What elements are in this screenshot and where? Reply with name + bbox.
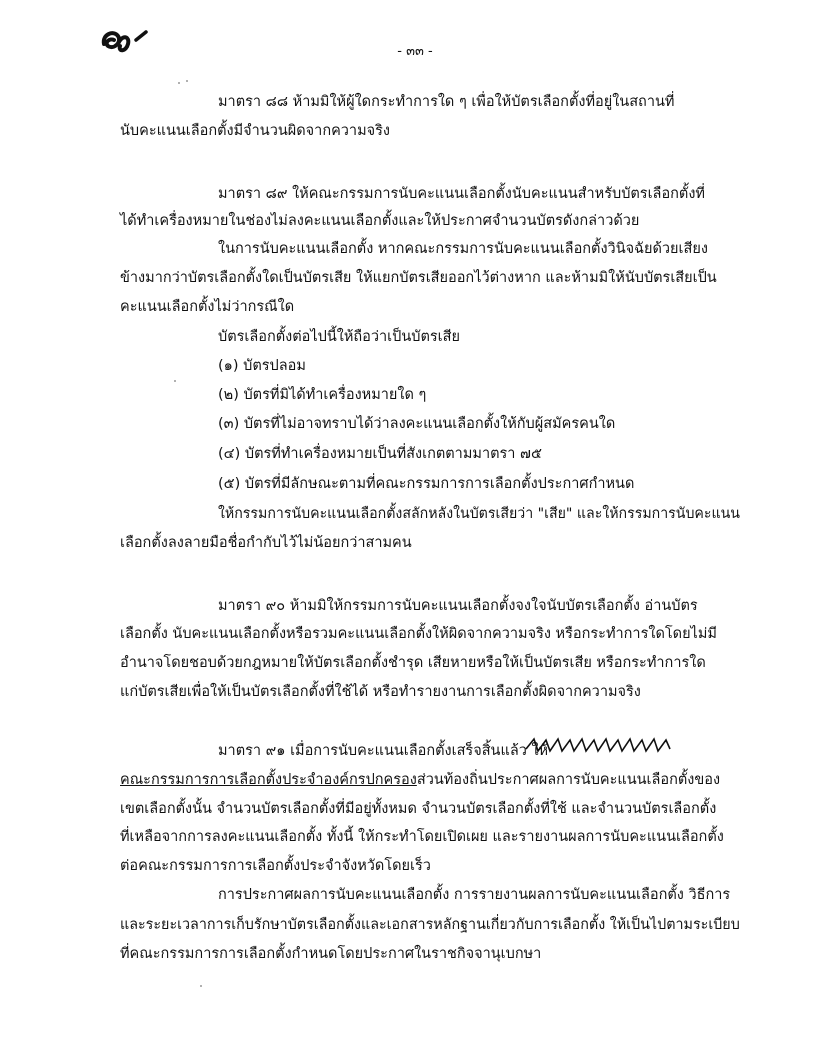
section-89-para2-line-2: ข้างมากว่าบัตรเลือกตั้งใดเป็นบัตรเสีย ให้แยกบัตรเสียออกไว้ต่างหาก และห้ามมิให้นับบัตรเสียเป็น [120, 270, 717, 286]
section-89-para4-line-2: เลือกตั้งลงลายมือชื่อกำกับไว้ไม่น้อยกว่าสามคน [120, 535, 412, 551]
section-91-para2-line-2: และระยะเวลาการเก็บรักษาบัตรเลือกตั้งและเอกสารหลักฐานเกี่ยวกับการเลือกตั้ง ให้เป็นไปตามระเบียบ [120, 917, 740, 933]
scan-speck [174, 380, 176, 382]
section-91-para2-line-1: การประกาศผลการนับคะแนนเลือกตั้ง การรายงานผลการนับคะแนนเลือกตั้ง วิธีการ [218, 887, 731, 903]
section-89-item-4: (๔) บัตรที่ทำเครื่องหมายเป็นที่สังเกตตามมาตรา ๗๕ [218, 446, 542, 462]
section-89-item-1: (๑) บัตรปลอม [218, 358, 306, 374]
section-89-item-3: (๓) บัตรที่ไม่อาจทราบได้ว่าลงคะแนนเลือกตั้งให้กับผู้สมัครคนใด [218, 416, 616, 432]
section-89-para2-line-3: คะแนนเลือกตั้งไม่ว่ากรณีใด [120, 299, 295, 315]
section-91-underlined-text: คณะกรรมการการเลือกตั้งประจำองค์กรปกครอง [120, 772, 417, 788]
handwritten-mark-icon [96, 22, 156, 58]
section-91-line-4: ที่เหลือจากการลงคะแนนเลือกตั้ง ทั้งนี้ ให้กระทำโดยเปิดเผย และรายงานผลการนับคะแนนเลือกตั้ง [120, 829, 724, 845]
section-91-line-5: ต่อคณะกรรมการการเลือกตั้งประจำจังหวัดโดยเร็ว [120, 858, 431, 874]
section-90-line-1: มาตรา ๙๐ ห้ามมิให้กรรมการนับคะแนนเลือกตั้งจงใจนับบัตรเลือกตั้ง อ่านบัตร [218, 598, 698, 614]
section-88-line-2: นับคะแนนเลือกตั้งมีจำนวนผิดจากความจริง [120, 123, 390, 139]
section-90-line-4: แก่บัตรเสียเพื่อให้เป็นบัตรเลือกตั้งที่ใช้ได้ หรือทำรายงานการเลือกตั้งผิดจากความจริง [120, 684, 641, 700]
strikethrough-scribble-icon [524, 737, 674, 753]
scan-speck [186, 80, 188, 82]
section-89-line-1: มาตรา ๘๙ ให้คณะกรรมการนับคะแนนเลือกตั้งนับคะแนนสำหรับบัตรเลือกตั้งที่ [218, 186, 705, 202]
section-89-para3-intro: บัตรเลือกตั้งต่อไปนี้ให้ถือว่าเป็นบัตรเสีย [218, 329, 460, 345]
section-91-line-2 [120, 770, 720, 790]
section-89-line-2: ได้ทำเครื่องหมายในช่องไม่ลงคะแนนเลือกตั้งและให้ประกาศจำนวนบัตรดังกล่าวด้วย [120, 213, 640, 229]
page-number: - ๓๓ - [397, 44, 433, 59]
scan-speck [200, 985, 202, 987]
section-91-line-3: เขตเลือกตั้งนั้น จำนวนบัตรเลือกตั้งที่มีอยู่ทั้งหมด จำนวนบัตรเลือกตั้งที่ใช้ และจำนวนบัตรเลือกตั้ง [120, 801, 717, 817]
section-89-item-2: (๒) บัตรที่มิได้ทำเครื่องหมายใด ๆ [218, 387, 427, 403]
section-89-para4-line-1: ให้กรรมการนับคะแนนเลือกตั้งสลักหลังในบัตรเสียว่า "เสีย" และให้กรรมการนับคะแนน [218, 506, 740, 522]
section-88-line-1: มาตรา ๘๘ ห้ามมิให้ผู้ใดกระทำการใด ๆ เพื่อให้บัตรเลือกตั้งที่อยู่ในสถานที่ [218, 94, 675, 110]
section-89-para2-line-1: ในการนับคะแนนเลือกตั้ง หากคณะกรรมการนับคะแนนเลือกตั้งวินิจฉัยด้วยเสียง [218, 241, 708, 257]
scan-speck [178, 82, 180, 84]
section-90-line-2: เลือกตั้ง นับคะแนนเลือกตั้งหรือรวมคะแนนเลือกตั้งให้ผิดจากความจริง หรือกระทำการใดโดยไม่มี [120, 626, 717, 642]
section-89-item-5: (๕) บัตรที่มีลักษณะตามที่คณะกรรมการการเลือกตั้งประกาศกำหนด [218, 476, 635, 492]
section-91-para2-line-3: ที่คณะกรรมการการเลือกตั้งกำหนดโดยประกาศในราชกิจจานุเบกษา [120, 946, 542, 962]
section-91-line-2-rest: ส่วนท้องถิ่นประกาศผลการนับคะแนนเลือกตั้งของ [416, 772, 721, 788]
section-91-line-1: มาตรา ๙๑ เมื่อการนับคะแนนเลือกตั้งเสร็จสิ้นแล้ว ให้ [218, 743, 549, 759]
section-90-line-3: อำนาจโดยชอบด้วยกฎหมายให้บัตรเลือกตั้งชำรุด เสียหายหรือให้เป็นบัตรเสีย หรือกระทำการใด [120, 655, 706, 671]
